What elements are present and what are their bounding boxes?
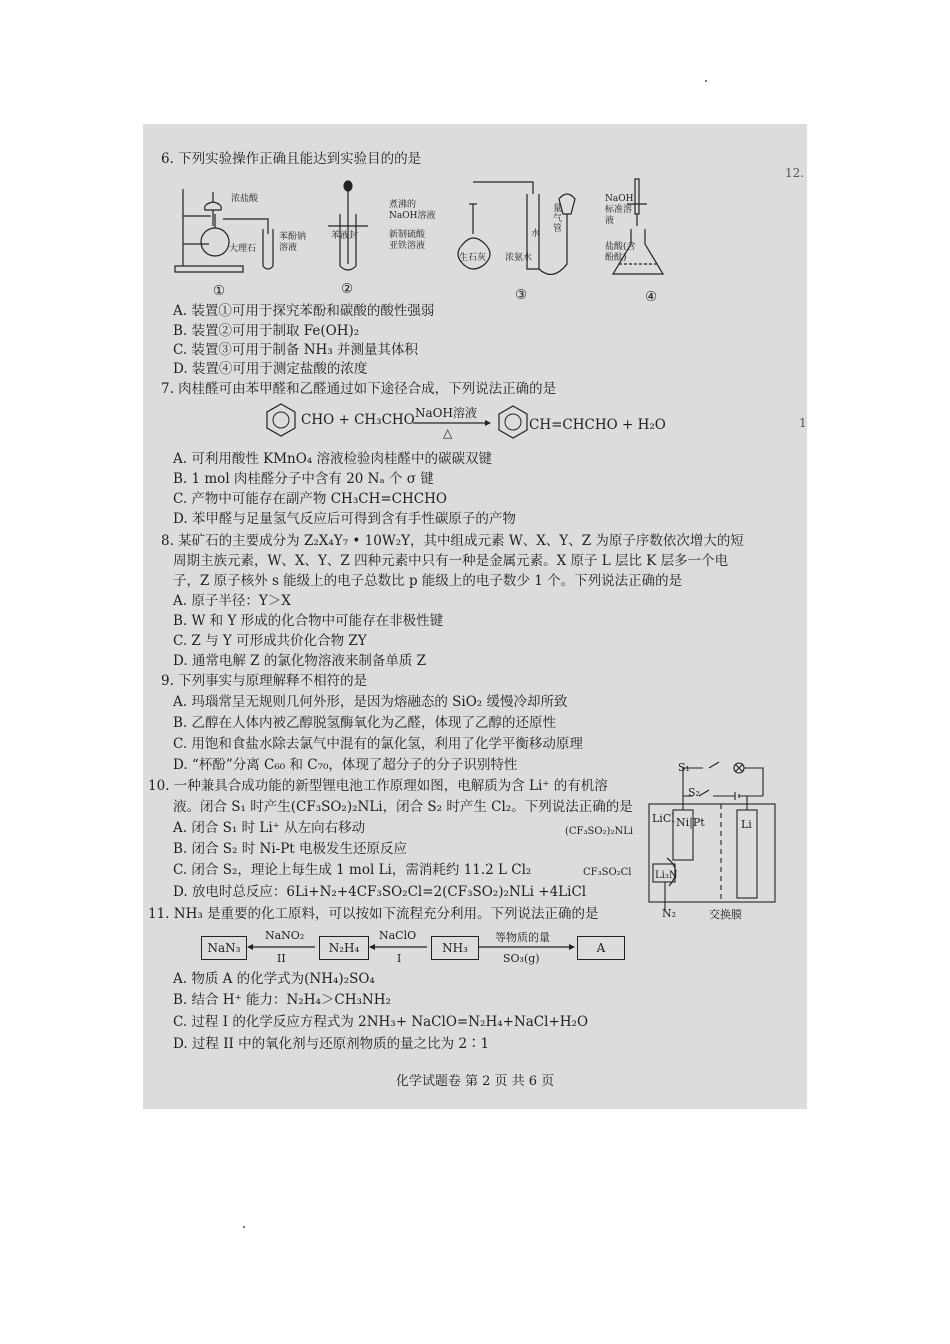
q7-benzene-ring-right (495, 404, 531, 440)
q8-stem-line-1: 8. 某矿石的主要成分为 Z₂X₄Y₇ • 10W₂Y，其中组成元素 W、X、Y、Z 为原子序数依次增大的短 (161, 533, 744, 549)
q11-option-d: D. 过程 II 中的氧化剂与还原剂物质的量之比为 2∶1 (173, 1036, 490, 1052)
q10-option-a: A. 闭合 S₁ 时 Li⁺ 从左向右移动 (173, 820, 366, 836)
q11-stem: 11. NH₃ 是重要的化工原料，可以按如下流程充分利用。下列说法正确的是 (148, 906, 599, 922)
q10-li3n-label: Li₃N (655, 870, 678, 881)
q10-switch-s1: S₁ (678, 761, 690, 774)
q11-box-a: A (577, 936, 625, 960)
exam-page (143, 124, 807, 1109)
a4-reagent-hcl: 盐酸(含酚酞) (605, 242, 636, 263)
q11-arrow-1-bottom: II (277, 952, 286, 965)
scan-speck-top (705, 80, 707, 82)
scan-speck-bottom (243, 1226, 245, 1228)
a2-label: ② (341, 281, 354, 297)
q7-condition-top: NaOH溶液 (415, 406, 477, 420)
q11-option-b: B. 结合 H⁺ 能力：N₂H₄＞CH₃NH₂ (173, 992, 391, 1008)
q10-membrane-label: 交换膜 (709, 908, 742, 921)
a4-reagent-naoh: NaOH标准溶液 (605, 194, 634, 226)
q8-option-a: A. 原子半径：Y＞X (173, 593, 291, 609)
q8-stem-line-2: 周期主族元素，W、X、Y、Z 四种元素中只有一种是金属元素。X 原子 L 层比 K 层多一个电 (173, 553, 729, 569)
q7-benzene-ring-left (263, 402, 299, 438)
a3-reagent-water: 水 (531, 229, 541, 239)
q9-option-d: D. “杯酚”分离 C₆₀ 和 C₇₀，体现了超分子的分子识别特性 (173, 757, 518, 773)
margin-note-top: 12. (785, 166, 805, 180)
q11-arrow-1-top: NaNO₂ (265, 929, 305, 942)
q10-reactant-label: CF₃SO₂Cl (583, 867, 632, 878)
q7-option-c: C. 产物中可能存在副产物 CH₃CH=CHCHO (173, 491, 447, 507)
q10-option-c: C. 闭合 S₂，理论上每生成 1 mol Li，需消耗约 11.2 L Cl₂ (173, 862, 532, 878)
q11-option-a: A. 物质 A 的化学式为(NH₄)₂SO₄ (173, 971, 375, 987)
q10-option-d: D. 放电时总反应：6Li+N₂+4CF₃SO₂Cl=2(CF₃SO₂)₂NLi +4LiCl (173, 884, 587, 900)
q11-box-n2h4: N₂H₄ (319, 936, 369, 960)
q10-li-electrode: Li (741, 818, 752, 831)
q11-box-nh3: NH₃ (431, 936, 479, 960)
q7-option-b: B. 1 mol 肉桂醛分子中含有 20 Nₐ 个 σ 键 (173, 471, 434, 487)
q6-stem: 6. 下列实验操作正确且能达到实验目的的是 (161, 151, 422, 167)
q8-stem-line-3: 子，Z 原子核外 s 能级上的电子总数比 p 能级上的电子数少 1 个。下列说法正确的是 (173, 573, 683, 589)
a2-reagent-feso4: 新制硫酸亚铁溶液 (389, 230, 426, 251)
q10-option-b: B. 闭合 S₂ 时 Ni-Pt 电极发生还原反应 (173, 841, 408, 857)
q8-option-c: C. Z 与 Y 可形成共价化合物 ZY (173, 633, 367, 649)
q10-product-label: (CF₃SO₂)₂NLi (565, 826, 634, 837)
q10-battery-diagram (643, 760, 803, 920)
q6-option-a: A. 装置①可用于探究苯酚和碳酸的酸性强弱 (173, 303, 435, 319)
a4-label: ④ (645, 289, 658, 305)
q7-stem: 7. 肉桂醛可由苯甲醛和乙醛通过如下途径合成，下列说法正确的是 (161, 381, 557, 397)
q11-arrow-3-top: 等物质的量 (495, 931, 550, 944)
q9-option-c: C. 用饱和食盐水除去氯气中混有的氯化氢，利用了化学平衡移动原理 (173, 736, 583, 752)
q11-box-nan3: NaN₃ (201, 936, 247, 960)
q11-arrow-1 (247, 942, 317, 952)
q9-option-a: A. 玛瑙常呈无规则几何外形，是因为熔融态的 SiO₂ 缓慢冷却所致 (173, 694, 568, 710)
q8-option-b: B. W 和 Y 形成的化合物中可能存在非极性键 (173, 613, 444, 629)
q7-option-a: A. 可利用酸性 KMnO₄ 溶液检验肉桂醛中的碳碳双键 (173, 451, 492, 467)
a3-gas-burette: 量气管 (553, 204, 563, 234)
a3-reagent-cao: 生石灰 (459, 253, 487, 263)
q10-n2-label: N₂ (662, 907, 677, 920)
q11-arrow-2 (369, 942, 429, 952)
page-footer: 化学试题卷 第 2 页 共 6 页 (395, 1074, 555, 1089)
a2-reagent-benzene: 苯液封 (331, 231, 359, 241)
q8-option-d: D. 通常电解 Z 的氯化物溶液来制备单质 Z (173, 653, 427, 669)
a1-reagent-marble: 大理石 (229, 244, 257, 254)
q7-condition-bottom: △ (443, 426, 453, 440)
q9-option-b: B. 乙醇在人体内被乙醇脱氢酶氧化为乙醛，体现了乙醇的还原性 (173, 715, 557, 731)
q6-option-d: D. 装置④可用于测定盐酸的浓度 (173, 361, 368, 377)
q11-arrow-3-bottom: SO₃(g) (503, 952, 540, 965)
a1-reagent-phenoxide: 苯酚钠溶液 (279, 232, 307, 253)
q10-stem-line-2: 液。闭合 S₁ 时产生(CF₃SO₂)₂NLi，闭合 S₂ 时产生 Cl₂。下列说法正确的是 (173, 799, 633, 815)
q11-arrow-2-top: NaClO (379, 929, 417, 942)
margin-note-mid: 1 (799, 416, 807, 430)
q10-licl-label: LiCl (652, 812, 675, 825)
q10-nipt-electrode: Ni|Pt (676, 816, 705, 829)
q11-arrow-2-bottom: I (397, 952, 402, 965)
q10-stem-line-1: 10. 一种兼具合成功能的新型锂电池工作原理如图，电解质为含 Li⁺ 的有机溶 (148, 778, 608, 794)
q10-switch-s2: S₂ (688, 786, 700, 799)
a3-reagent-ammonia: 浓氨水 (505, 253, 533, 263)
q6-option-c: C. 装置③可用于制备 NH₃ 并测量其体积 (173, 342, 419, 358)
a2-reagent-naoh: 煮沸的NaOH溶液 (389, 200, 436, 221)
q7-option-d: D. 苯甲醛与足量氢气反应后可得到含有手性碳原子的产物 (173, 511, 516, 527)
a3-label: ③ (515, 287, 528, 303)
q11-option-c: C. 过程 I 的化学反应方程式为 2NH₃+ NaClO=N₂H₄+NaCl+H₂O (173, 1014, 589, 1030)
q9-stem: 9. 下列事实与原理解释不相符的是 (161, 673, 368, 689)
q6-option-b: B. 装置②可用于制取 Fe(OH)₂ (173, 323, 360, 339)
a1-reagent-hcl: 浓盐酸 (231, 194, 259, 204)
a1-label: ① (213, 283, 226, 299)
q7-reactants: CHO + CH₃CHO (301, 412, 415, 428)
q7-products: CH=CHCHO + H₂O (529, 417, 666, 433)
